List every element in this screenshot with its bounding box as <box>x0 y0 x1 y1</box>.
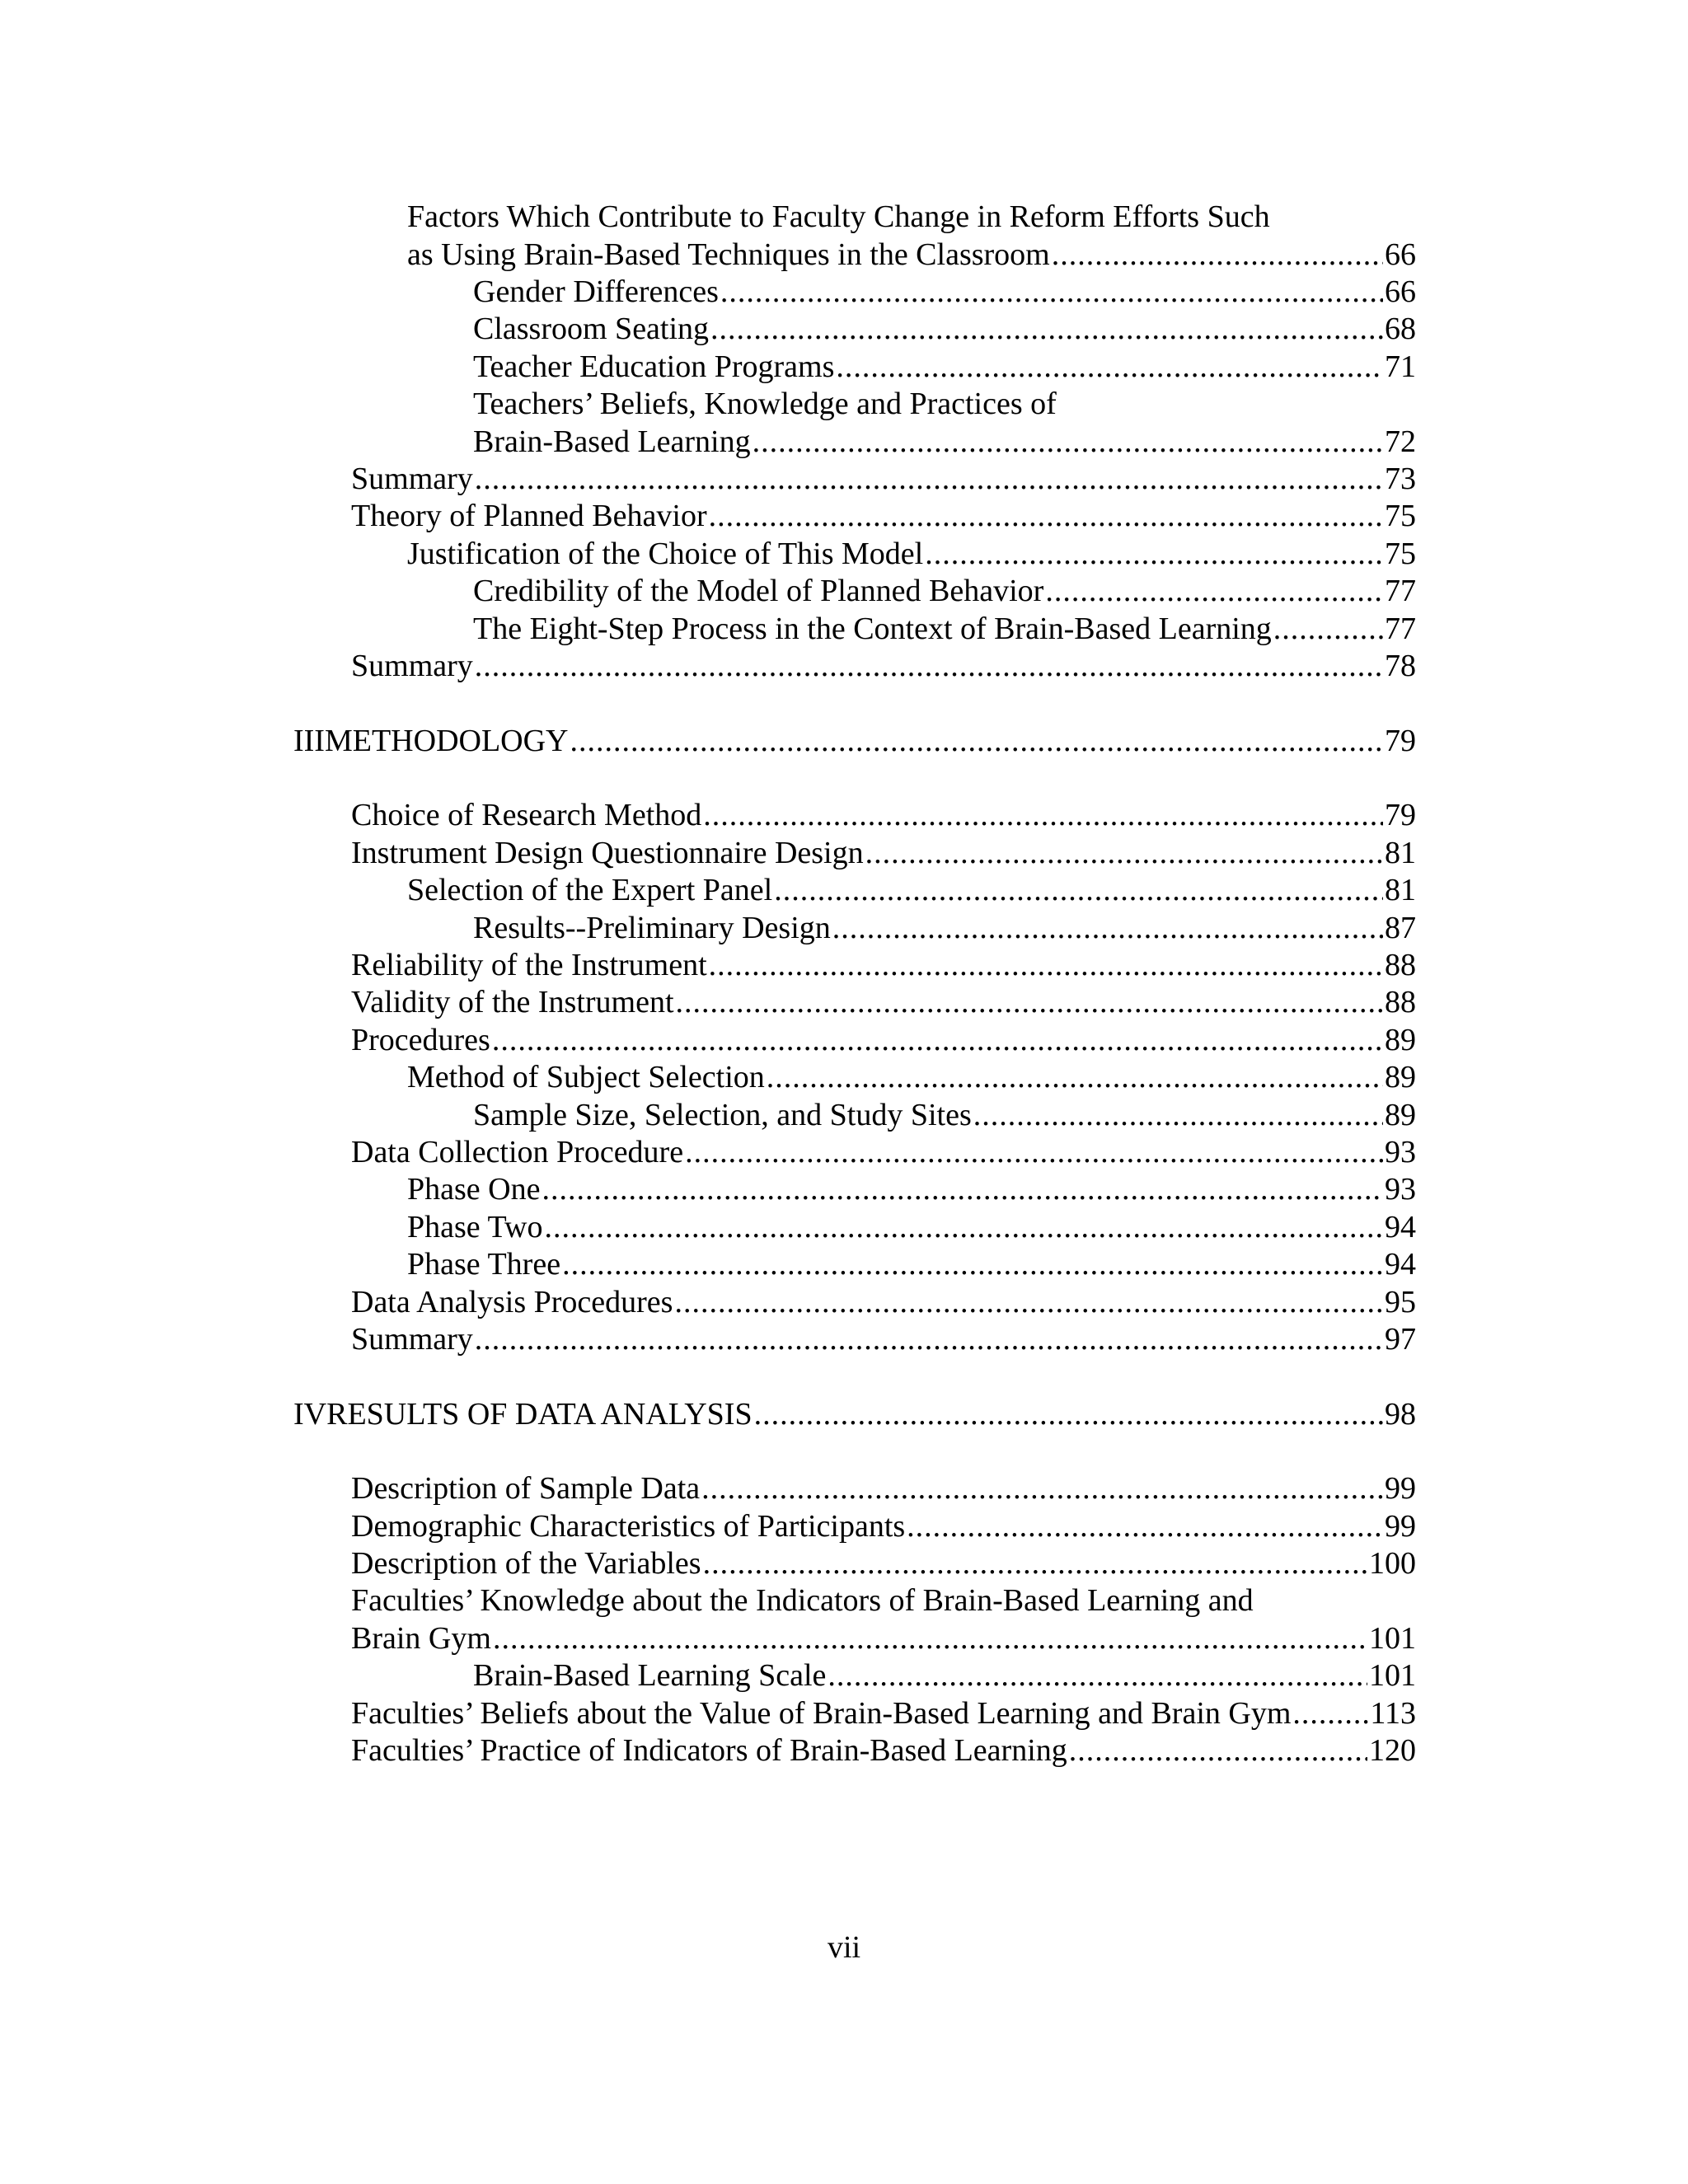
toc-entry <box>351 647 1416 685</box>
toc-entry <box>351 1544 1416 1582</box>
dot-leader <box>703 1544 1367 1582</box>
toc-entry-title: Faculties’ Knowledge about the Indicators of Brain-Based Learning and <box>351 1583 1254 1618</box>
toc-entry <box>473 273 1416 311</box>
toc-entry-page: 98 <box>1385 1397 1416 1432</box>
toc-entry <box>351 460 1416 498</box>
toc-entry <box>351 834 1416 872</box>
toc-entry-page: 97 <box>1385 1322 1416 1357</box>
dot-leader <box>492 1021 1383 1059</box>
toc-entry-page: 71 <box>1385 349 1416 384</box>
toc-entry-title: Summary <box>351 649 473 683</box>
toc-entry-title: METHODOLOGY <box>324 724 569 758</box>
toc-entry <box>351 1732 1416 1769</box>
toc-entry-page: 94 <box>1385 1247 1416 1282</box>
toc-entry <box>351 946 1416 984</box>
toc-entry-page: 99 <box>1385 1509 1416 1544</box>
toc-entry-page: 66 <box>1385 237 1416 272</box>
dot-leader <box>774 871 1383 909</box>
toc-entry-page: 89 <box>1385 1060 1416 1094</box>
toc-entry-title: Brain Gym <box>351 1621 491 1656</box>
toc-entry-title: Reliability of the Instrument <box>351 948 707 982</box>
dot-leader <box>709 946 1383 984</box>
dot-leader <box>475 460 1383 498</box>
toc-entry-title: Procedures <box>351 1023 490 1057</box>
toc-entry-title: Instrument Design Questionnaire Design <box>351 836 864 870</box>
toc-entry-title: Description of the Variables <box>351 1546 701 1581</box>
dot-leader <box>1069 1732 1367 1769</box>
toc-entry <box>351 1320 1416 1358</box>
toc-entry <box>407 535 1416 573</box>
toc-entry-title: Theory of Planned Behavior <box>351 499 707 533</box>
dot-leader <box>542 1170 1383 1208</box>
toc-entry-title: Results--Preliminary Design <box>473 911 831 945</box>
toc-entry <box>407 1245 1416 1283</box>
dot-leader <box>836 348 1383 386</box>
toc-entry <box>473 310 1416 348</box>
toc-entry-page: 87 <box>1385 911 1416 945</box>
toc-entry-page: 88 <box>1385 948 1416 982</box>
toc-entry-page: 77 <box>1385 612 1416 646</box>
dot-leader <box>475 1320 1383 1358</box>
toc-entry-title: Credibility of the Model of Planned Behavior <box>473 574 1044 608</box>
toc-entry-title: Data Collection Procedure <box>351 1135 684 1169</box>
dot-leader <box>475 647 1383 685</box>
toc-entry-title: Data Analysis Procedures <box>351 1285 673 1319</box>
toc-entry-title: Phase Three <box>407 1247 561 1282</box>
dot-leader <box>754 1395 1383 1433</box>
dot-leader <box>703 796 1383 834</box>
toc-entry <box>473 1096 1416 1134</box>
toc-entry <box>351 1283 1416 1321</box>
toc-entry-title: Summary <box>351 1322 473 1357</box>
dot-leader <box>907 1507 1383 1545</box>
toc-entry-title: as Using Brain-Based Techniques in the Classroom <box>407 237 1050 272</box>
dot-leader <box>1052 236 1383 274</box>
toc-entry <box>293 722 1416 760</box>
toc-entry-title: Method of Subject Selection <box>407 1060 765 1094</box>
toc-entry-page: 120 <box>1369 1733 1416 1768</box>
toc-entry <box>407 1208 1416 1246</box>
chapter-number: III <box>293 724 325 758</box>
toc-entry <box>407 1058 1416 1096</box>
toc-entry-page: 95 <box>1385 1285 1416 1319</box>
toc-entry <box>351 1619 1416 1657</box>
dot-leader <box>720 273 1383 311</box>
toc-entry-page: 79 <box>1385 798 1416 832</box>
toc-entry-title: RESULTS OF DATA ANALYSIS <box>326 1397 753 1432</box>
toc-entry-title: The Eight-Step Process in the Context of Brain-Based Learning <box>473 612 1272 646</box>
toc-entry-title: Faculties’ Beliefs about the Value of Brain-Based Learning and Brain Gym <box>351 1696 1292 1731</box>
toc-entry <box>407 1170 1416 1208</box>
toc-entry-title: Teachers’ Beliefs, Knowledge and Practices of <box>473 387 1057 421</box>
toc-entry-title: Justification of the Choice of This Model <box>407 537 924 571</box>
toc-entry-page: 94 <box>1385 1210 1416 1244</box>
dot-leader <box>767 1058 1383 1096</box>
toc-entry <box>293 1395 1416 1433</box>
page-number: vii <box>827 1930 861 1965</box>
toc-entry <box>351 497 1416 535</box>
toc-entry-page: 89 <box>1385 1098 1416 1132</box>
toc-entry-page: 81 <box>1385 836 1416 870</box>
dot-leader <box>1045 572 1383 610</box>
toc-entry <box>473 1657 1416 1694</box>
toc-entry-title: Brain-Based Learning Scale <box>473 1658 827 1693</box>
toc-entry-title: Brain-Based Learning <box>473 424 751 459</box>
toc-entry-title: Choice of Research Method <box>351 798 702 832</box>
dot-leader <box>865 834 1383 872</box>
dot-leader <box>753 423 1383 461</box>
toc-entry <box>473 572 1416 610</box>
dot-leader <box>701 1469 1383 1507</box>
toc-entry-title: Demographic Characteristics of Participants <box>351 1509 906 1544</box>
dot-leader <box>832 909 1383 947</box>
dot-leader <box>676 983 1383 1021</box>
toc-entry-page: 101 <box>1369 1621 1416 1656</box>
toc-entry-page: 93 <box>1385 1172 1416 1207</box>
toc-entry <box>351 983 1416 1021</box>
toc-entry-page: 88 <box>1385 985 1416 1019</box>
toc-entry <box>473 610 1416 648</box>
toc-entry-page: 93 <box>1385 1135 1416 1169</box>
toc-entry <box>473 423 1416 461</box>
toc-entry-title: Description of Sample Data <box>351 1471 701 1506</box>
dot-leader <box>709 497 1383 535</box>
toc-entry <box>473 909 1416 947</box>
toc-entry <box>351 1507 1416 1545</box>
dot-leader <box>925 535 1383 573</box>
toc-entry-page: 79 <box>1385 724 1416 758</box>
toc-entry-title: Gender Differences <box>473 274 719 309</box>
toc-entry-title: Phase One <box>407 1172 541 1207</box>
dot-leader <box>562 1245 1383 1283</box>
toc-entry-page: 75 <box>1385 499 1416 533</box>
dot-leader <box>710 310 1383 348</box>
toc-entry <box>351 1694 1416 1732</box>
toc-entry <box>351 1582 1254 1619</box>
toc-entry-title: Phase Two <box>407 1210 543 1244</box>
toc-entry-page: 81 <box>1385 873 1416 907</box>
dot-leader <box>1273 610 1383 648</box>
dot-leader <box>685 1133 1383 1171</box>
dot-leader <box>544 1208 1383 1246</box>
toc-entry-page: 99 <box>1385 1471 1416 1506</box>
toc-entry <box>407 871 1416 909</box>
dot-leader <box>674 1283 1383 1321</box>
toc-entry-page: 100 <box>1369 1546 1416 1581</box>
toc-entry <box>351 1021 1416 1059</box>
toc-entry <box>351 796 1416 834</box>
dot-leader <box>570 722 1384 760</box>
toc-entry-title: Validity of the Instrument <box>351 985 674 1019</box>
toc-entry-title: Factors Which Contribute to Faculty Change in Reform Efforts Such <box>407 199 1270 234</box>
toc-entry <box>407 236 1416 274</box>
toc-entry-title: Classroom Seating <box>473 312 710 346</box>
toc-entry-page: 75 <box>1385 537 1416 571</box>
toc-entry-page: 73 <box>1385 462 1416 496</box>
toc-entry-page: 77 <box>1385 574 1416 608</box>
toc-entry <box>351 1133 1416 1171</box>
toc-entry-title: Teacher Education Programs <box>473 349 835 384</box>
toc-entry-page: 68 <box>1385 312 1416 346</box>
toc-entry-page: 66 <box>1385 274 1416 309</box>
toc-entry-page: 89 <box>1385 1023 1416 1057</box>
toc-entry <box>473 348 1416 386</box>
toc-entry <box>351 1469 1416 1507</box>
toc-entry-title: Sample Size, Selection, and Study Sites <box>473 1098 972 1132</box>
toc-entry-title: Selection of the Expert Panel <box>407 873 773 907</box>
toc-entry-page: 78 <box>1385 649 1416 683</box>
dot-leader <box>973 1096 1383 1134</box>
toc-entry <box>473 385 1057 423</box>
toc-entry-page: 101 <box>1369 1658 1416 1693</box>
dot-leader <box>493 1619 1367 1657</box>
dot-leader <box>1292 1694 1368 1732</box>
toc-entry-page: 113 <box>1370 1696 1416 1731</box>
chapter-number: IV <box>293 1397 327 1432</box>
toc-entry-title: Faculties’ Practice of Indicators of Brain-Based Learning <box>351 1733 1067 1768</box>
toc-entry-title: Summary <box>351 462 473 496</box>
dot-leader <box>828 1657 1367 1694</box>
toc-entry <box>407 198 1270 236</box>
toc-entry-page: 72 <box>1385 424 1416 459</box>
